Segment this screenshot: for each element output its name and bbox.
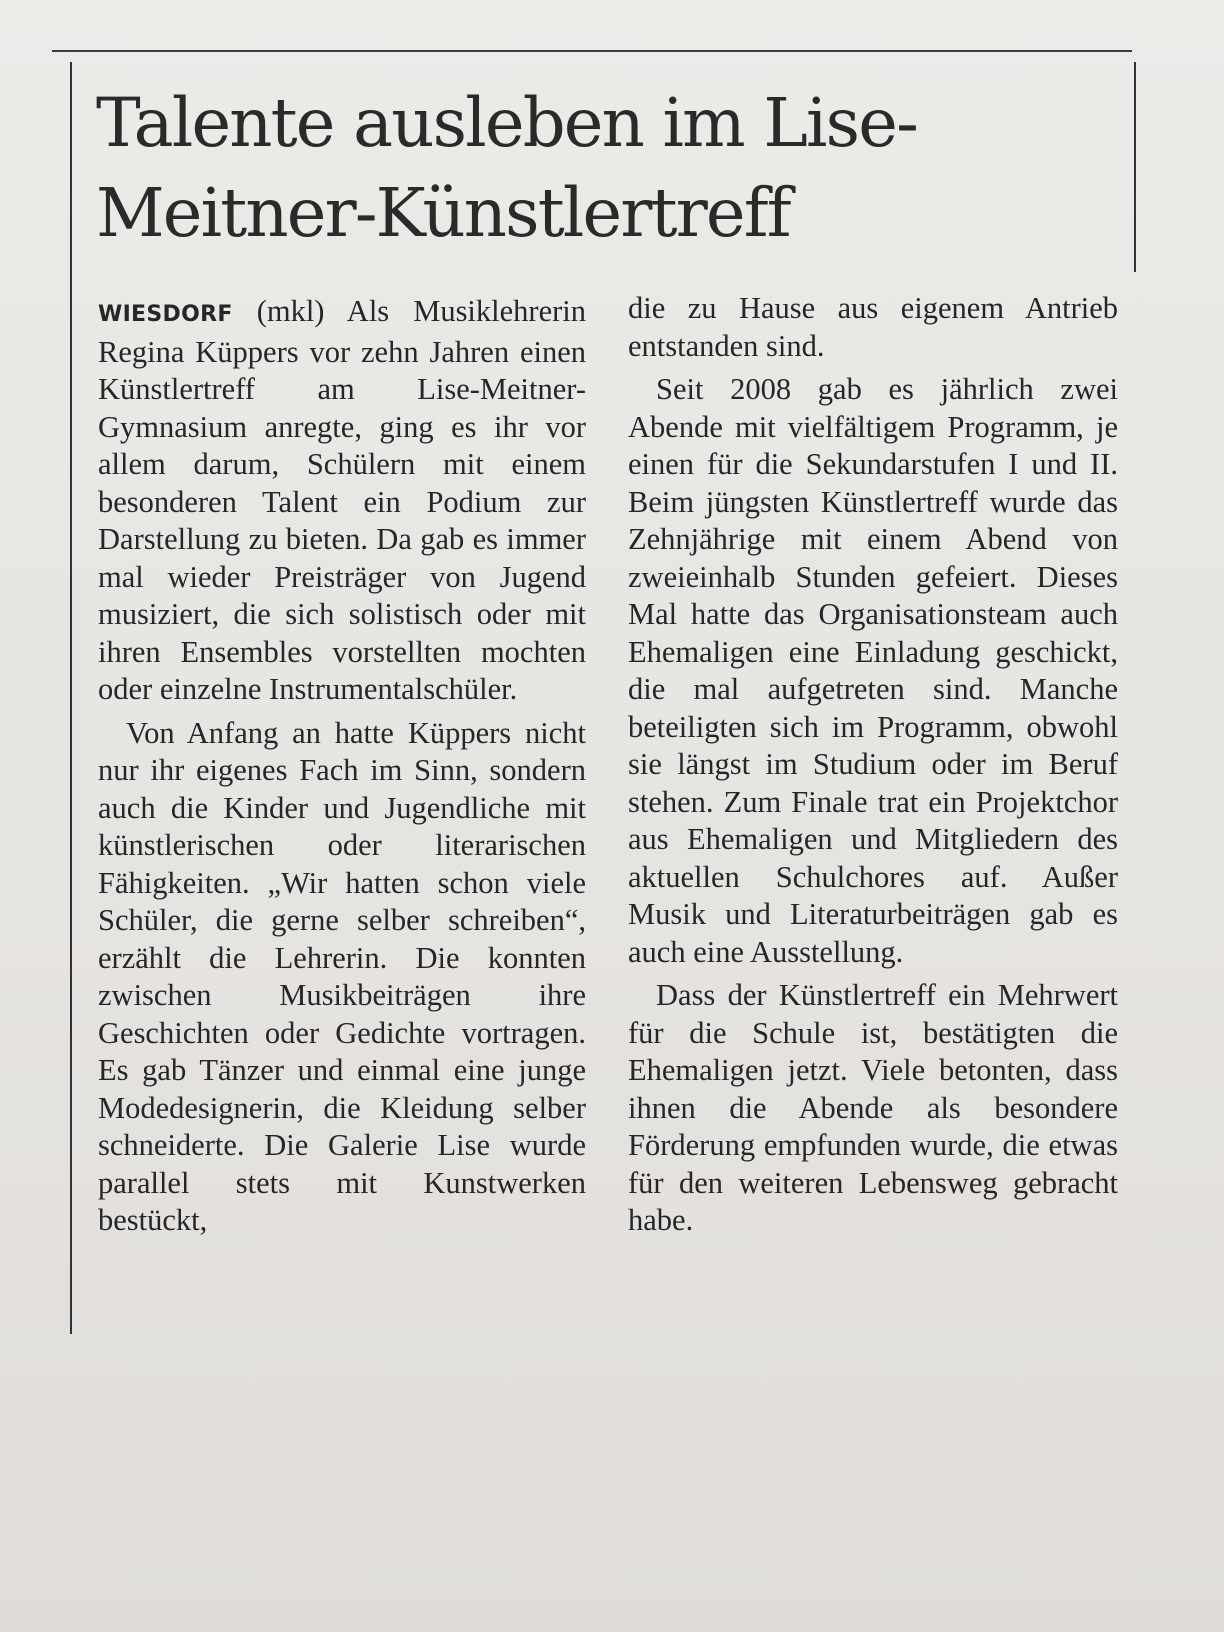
dateline: WIESDORF bbox=[98, 302, 233, 327]
article-headline: Talente ausleben im Lise-Meitner-Künstlertreff bbox=[96, 84, 917, 252]
paragraph-text: (mkl) Als Musiklehrerin Regina Küppers vor zehn Jahren einen Künstlertreff am Lise-Meitner-Gymnasium anregte, ging es ihr vor allem darum, Schülern mit einem besonderen Talent ein Podium zur Darstellung zu bieten. Da gab es immer mal wieder Preisträger von Jugend musiziert, die sich solistisch oder mit ihren Ensembles vorstellten mochten oder einzelne Instrumentalschüler. bbox=[98, 294, 586, 706]
left-rule bbox=[70, 62, 72, 1334]
article-paragraph bbox=[98, 293, 586, 709]
article-paragraph: Von Anfang an hatte Küppers nicht nur ihr eigenes Fach im Sinn, sondern auch die Kinder und Jugendliche mit künstlerischen oder literarischen Fähigkeiten. „Wir hatten schon viele Schüler, die gerne selber schreiben“, erzählt die Lehrerin. Die konnten zwischen Musikbeiträgen ihre Geschichten oder Gedichte vortragen. Es gab Tänzer und einmal eine junge Modedesignerin, die Kleidung selber schneiderte. Die Galerie Lise wurde parallel stets mit Kunstwerken bestückt, bbox=[98, 715, 586, 1237]
article-paragraph: die zu Hause aus eigenem Antrieb entstanden sind. bbox=[628, 291, 1118, 363]
article-column-right bbox=[628, 290, 1118, 1240]
article-column-left bbox=[98, 293, 586, 1240]
article-paragraph: Seit 2008 gab es jährlich zwei Abende mit vielfältigem Programm, je einen für die Sekundarstufen I und II. Beim jüngsten Künstlertreff wurde das Zehnjährige mit einem Abend von zweieinhalb Stunden gefeiert. Dieses Mal hatte das Organisationsteam auch Ehemaligen eine Einladung geschickt, die mal aufgetreten sind. Manche beteiligten sich im Programm, obwohl sie längst im Studium oder im Beruf stehen. Zum Finale trat ein Projektchor aus Ehemaligen und Mitgliedern des aktuellen Schulchores auf. Außer Musik und Literaturbeiträgen gab es auch eine Ausstellung. bbox=[628, 372, 1118, 969]
article-paragraph: Dass der Künstlertreff ein Mehrwert für die Schule ist, bestätigten die Ehemaligen jetzt. Viele betonten, dass ihnen die Abende als besondere Förderung empfunden wurde, die etwas für den weiteren Lebensweg gebracht habe. bbox=[628, 978, 1118, 1237]
top-rule bbox=[52, 50, 1132, 52]
right-rule bbox=[1134, 62, 1136, 272]
